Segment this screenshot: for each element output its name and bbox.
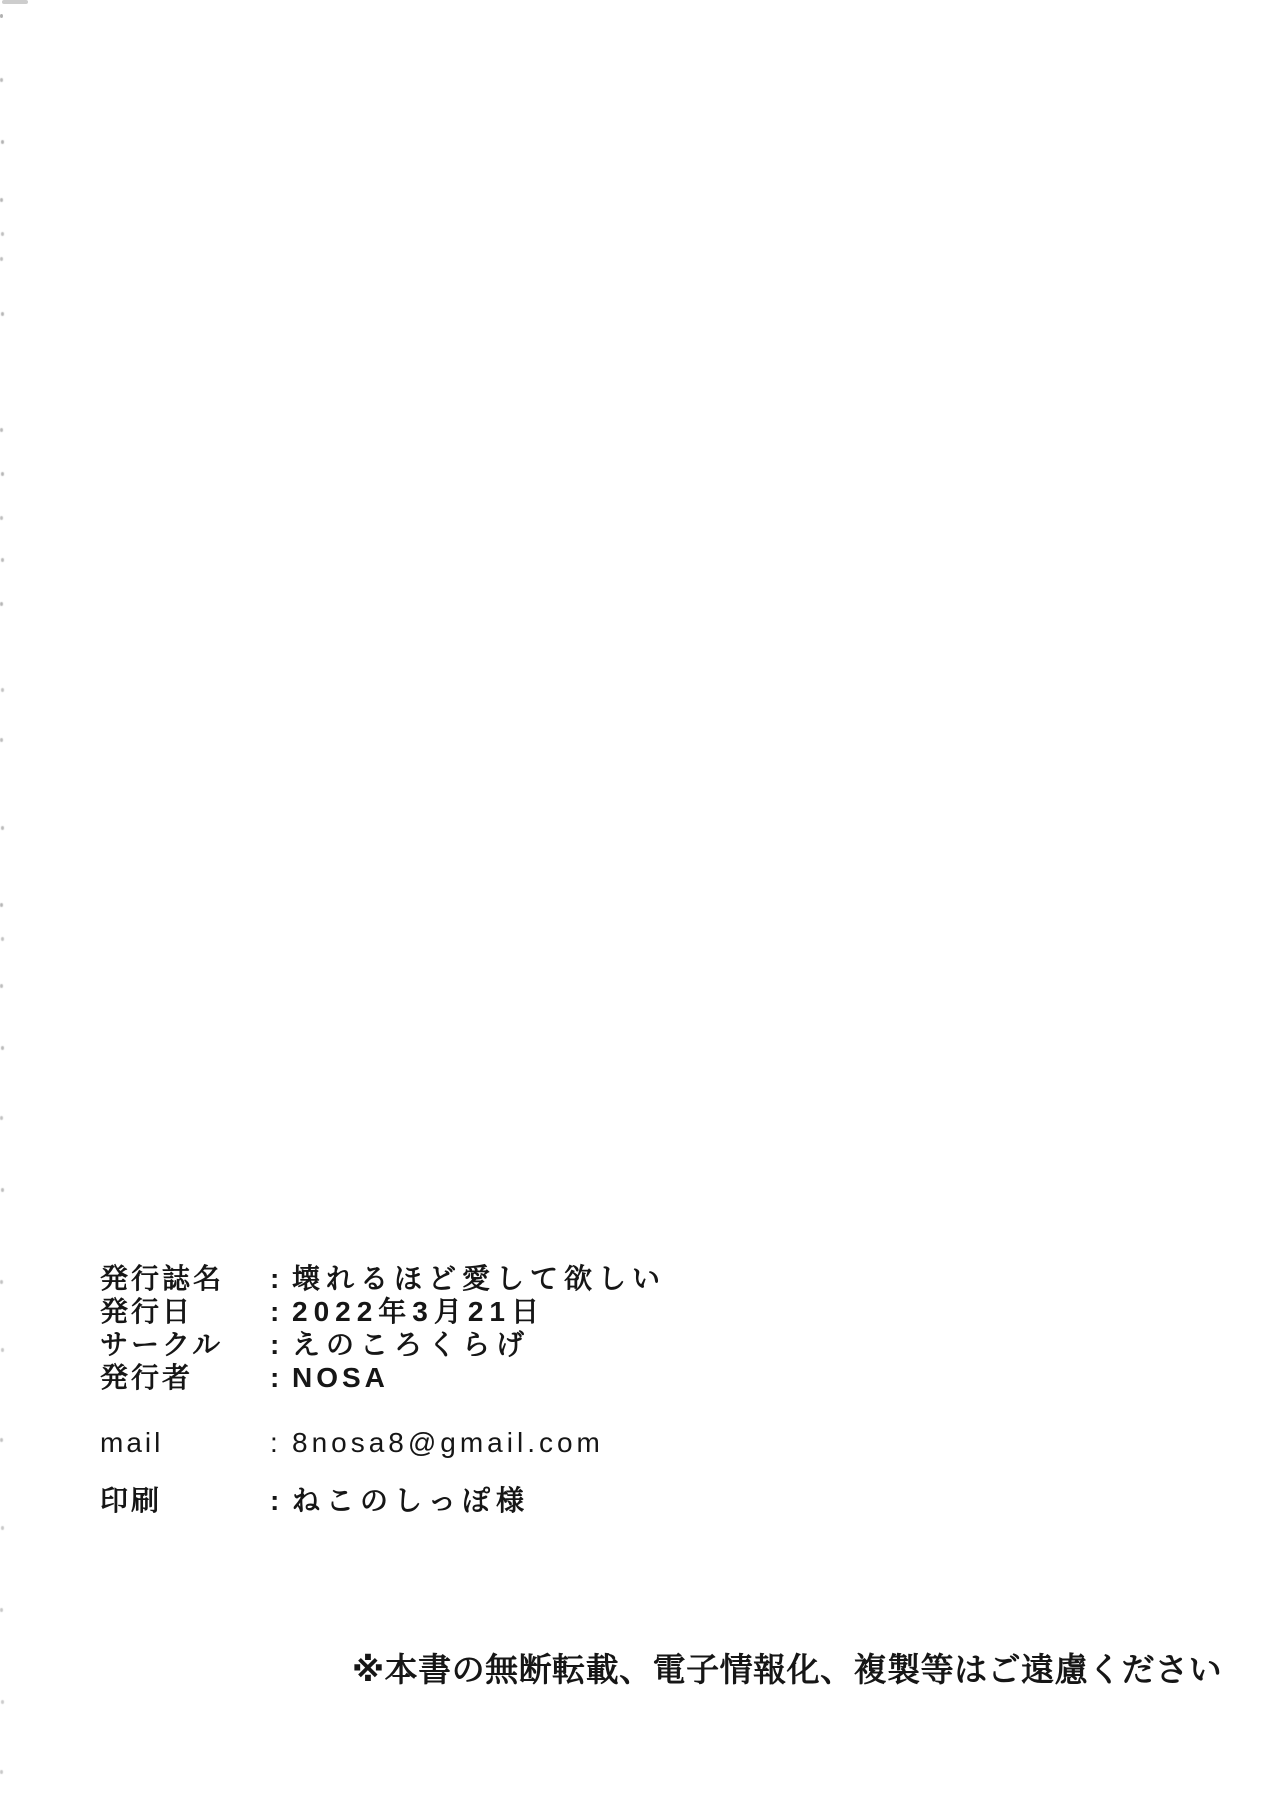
row-value: ねこのしっぽ様 xyxy=(292,1485,531,1516)
row-value: えのころくらげ xyxy=(292,1329,531,1360)
row-label: サークル xyxy=(100,1329,224,1360)
row-separator: : xyxy=(270,1485,280,1516)
colophon-row-title xyxy=(100,1262,666,1295)
colophon-row-circle xyxy=(100,1328,666,1361)
row-separator: : xyxy=(270,1329,280,1360)
row-separator: : xyxy=(270,1427,278,1458)
colophon-row-date xyxy=(100,1295,666,1328)
row-label: 発行者 xyxy=(100,1362,194,1393)
scan-edge-specks xyxy=(0,14,3,18)
scan-corner-mark xyxy=(2,0,28,4)
colophon-row-publisher xyxy=(100,1361,666,1394)
row-label: 印刷 xyxy=(100,1485,163,1516)
row-value: 8nosa8@gmail.com xyxy=(292,1427,604,1458)
row-label: mail xyxy=(100,1427,164,1458)
colophon-row-print xyxy=(100,1484,530,1517)
row-separator: : xyxy=(270,1296,280,1327)
row-separator: : xyxy=(270,1362,280,1393)
row-value: NOSA xyxy=(292,1362,389,1393)
row-label: 発行誌名 xyxy=(100,1263,225,1294)
colophon-row-mail xyxy=(100,1426,604,1459)
colophon-block xyxy=(100,1262,666,1394)
row-label: 発行日 xyxy=(100,1296,194,1327)
row-value: 2022年3月21日 xyxy=(292,1296,546,1327)
row-value: 壊れるほど愛して欲しい xyxy=(292,1263,667,1294)
row-separator: : xyxy=(270,1263,280,1294)
copyright-notice: ※本書の無断転載、電子情報化、複製等はご遠慮ください xyxy=(352,1651,1223,1688)
